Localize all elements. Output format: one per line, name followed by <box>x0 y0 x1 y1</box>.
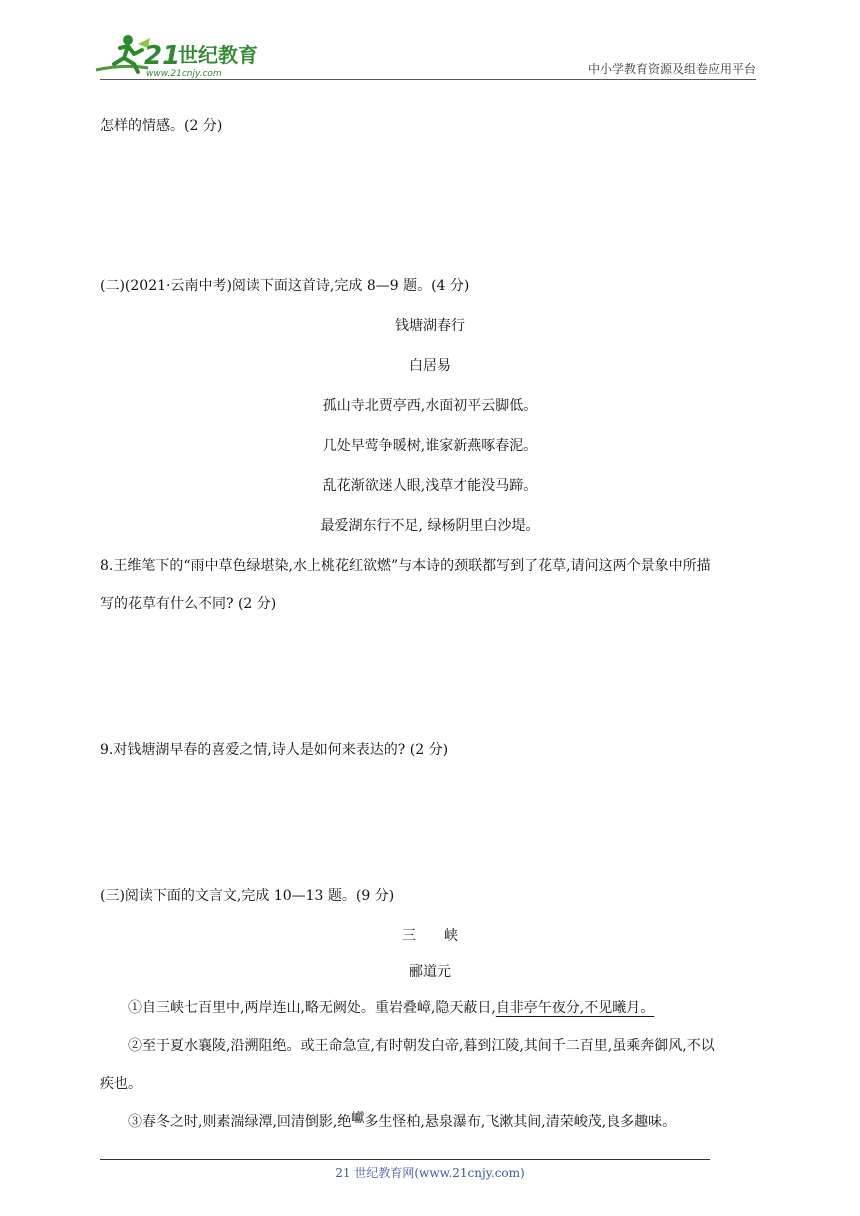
essay-paragraph-2-line1: ②至于夏水襄陵,沿溯阻绝。或王命急宣,有时朝发白帝,暮到江陵,其间千二百里,虽乘奔御风,不以 <box>128 1038 715 1054</box>
previous-question-tail: 怎样的情感。(2 分) <box>100 118 223 134</box>
section2-intro: (二)(2021·云南中考)阅读下面这首诗,完成 8—9 题。(4 分) <box>100 278 470 294</box>
platform-name: 中小学教育资源及组卷应用平台 <box>587 62 756 76</box>
essay-paragraph-2-line2: 疾也。 <box>100 1076 142 1092</box>
site-logo <box>94 30 264 78</box>
footer-divider <box>100 1159 710 1160</box>
logo-url: www.21cnjy.com <box>146 69 222 78</box>
poem-line: 几处早莺争暖树,谁家新燕啄春泥。 <box>322 438 538 454</box>
question-8-line1: 8.王维笔下的“雨中草色绿堪染,水上桃花红欲燃”与本诗的颈联都写到了花草,请问这两个景象中所描 <box>100 558 711 574</box>
essay-author: 郦道元 <box>409 964 451 980</box>
essay-title: 三 峡 <box>402 928 458 944</box>
runner-logo-icon <box>94 30 264 78</box>
question-9: 9.对钱塘湖早春的喜爱之情,诗人是如何来表达的? (2 分) <box>100 742 449 758</box>
essay-paragraph-3 <box>128 1112 676 1133</box>
question-8-line2: 写的花草有什么不同? (2 分) <box>100 596 277 612</box>
logo-text: 世纪教育 <box>178 43 258 67</box>
paragraph-3-text-start: ③春冬之时,则素湍绿潭,回清倒影,绝 <box>128 1114 352 1130</box>
poem-author: 白居易 <box>409 358 451 374</box>
footer-link[interactable]: 21 世纪教育网(www.21cnjy.com) <box>335 1166 525 1180</box>
rare-character: 巘 <box>351 1111 365 1126</box>
poem-line: 乱花渐欲迷人眼,浅草才能没马蹄。 <box>322 478 538 494</box>
poem-line: 孤山寺北贾亭西,水面初平云脚低。 <box>322 398 538 414</box>
logo-number: 21 <box>144 41 181 71</box>
paragraph-1-underlined-sentence: 自非亭午夜分,不见曦月。 <box>495 1000 655 1016</box>
paragraph-3-text-end: 多生怪柏,悬泉瀑布,飞漱其间,清荣峻茂,良多趣味。 <box>364 1114 677 1130</box>
poem-line: 最爱湖东行不足, 绿杨阴里白沙堤。 <box>320 518 540 534</box>
header-divider <box>100 79 756 80</box>
essay-paragraph-1 <box>128 998 654 1018</box>
poem-title: 钱塘湖春行 <box>395 318 465 334</box>
section3-intro: (三)阅读下面的文言文,完成 10—13 题。(9 分) <box>100 888 395 904</box>
paragraph-1-text: ①自三峡七百里中,两岸连山,略无阙处。重岩叠嶂,隐天蔽日, <box>128 1000 496 1016</box>
